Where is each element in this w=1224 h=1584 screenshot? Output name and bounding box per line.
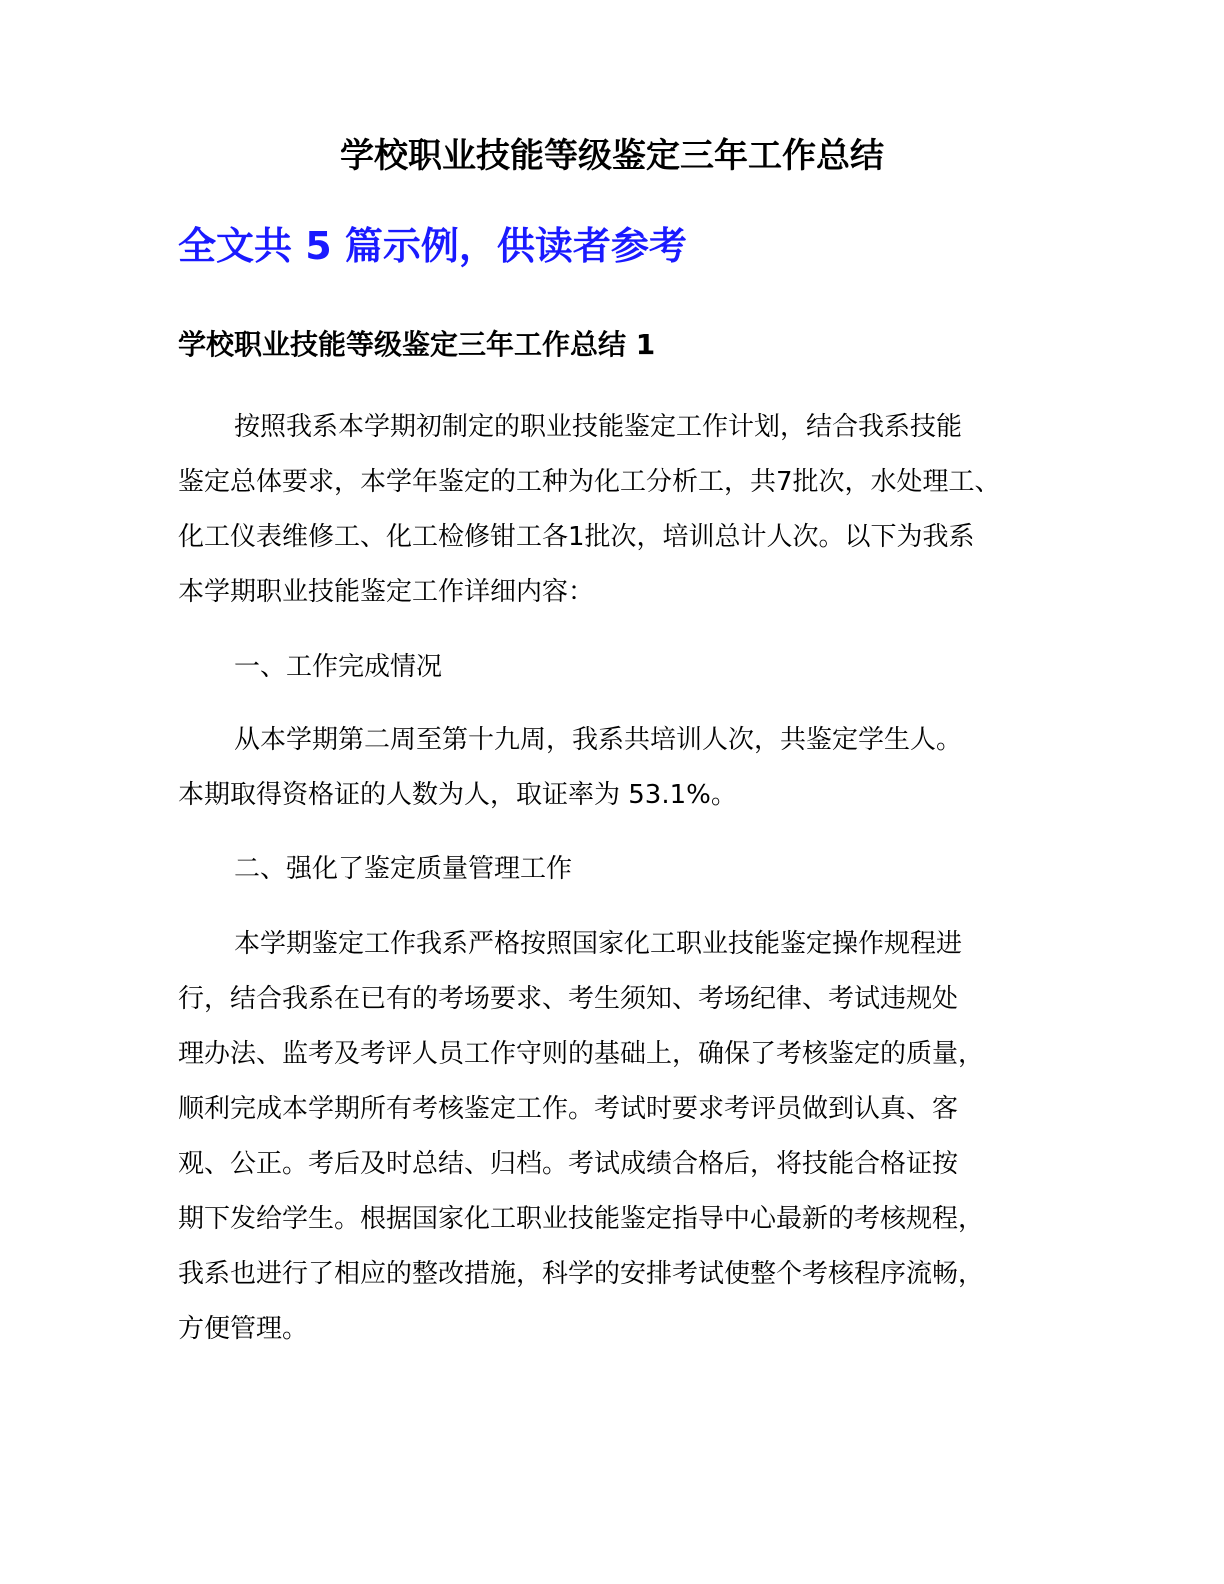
subheading-line: 一、工作完成情况 [234, 652, 443, 682]
paragraph-line: 本期取得资格证的人数为人，取证率为 53.1%。 [178, 780, 737, 810]
paragraph-line: 方便管理。 [178, 1314, 309, 1344]
document-title: 学校职业技能等级鉴定三年工作总结 [340, 136, 884, 176]
paragraph-line: 鉴定总体要求，本学年鉴定的工种为化工分析工，共7批次，水处理工、 [178, 467, 1001, 497]
paragraph-line: 观、公正。考后及时总结、归档。考试成绩合格后，将技能合格证按 [178, 1149, 959, 1179]
paragraph-line: 行，结合我系在已有的考场要求、考生须知、考场纪律、考试违规处 [178, 984, 959, 1014]
paragraph-line: 期下发给学生。根据国家化工职业技能鉴定指导中心最新的考核规程， [178, 1204, 985, 1234]
paragraph-line: 化工仪表维修工、化工检修钳工各1批次，培训总计人次。以下为我系 [178, 522, 975, 552]
section-heading: 学校职业技能等级鉴定三年工作总结 1 [178, 328, 656, 361]
paragraph-line: 从本学期第二周至第十九周，我系共培训人次，共鉴定学生人。 [234, 725, 963, 755]
subheading-quality-management [178, 842, 1058, 897]
paragraph-completion [178, 713, 1058, 823]
paragraph-line: 我系也进行了相应的整改措施，科学的安排考试使整个考核程序流畅， [178, 1259, 985, 1289]
paragraph-quality [178, 917, 1058, 1357]
paragraph-line: 顺利完成本学期所有考核鉴定工作。考试时要求考评员做到认真、客 [178, 1094, 959, 1124]
paragraph-line: 本学期职业技能鉴定工作详细内容： [178, 577, 595, 607]
subheading-work-completion [178, 640, 1058, 695]
subheading-line: 二、强化了鉴定质量管理工作 [234, 854, 573, 884]
paragraph-line: 按照我系本学期初制定的职业技能鉴定工作计划，结合我系技能 [234, 412, 963, 442]
paragraph-line: 本学期鉴定工作我系严格按照国家化工职业技能鉴定操作规程进 [234, 929, 963, 959]
paragraph-line: 理办法、监考及考评人员工作守则的基础上，确保了考核鉴定的质量， [178, 1039, 985, 1069]
examples-subtitle: 全文共 5 篇示例，供读者参考 [178, 224, 687, 268]
paragraph-intro [178, 400, 1058, 620]
